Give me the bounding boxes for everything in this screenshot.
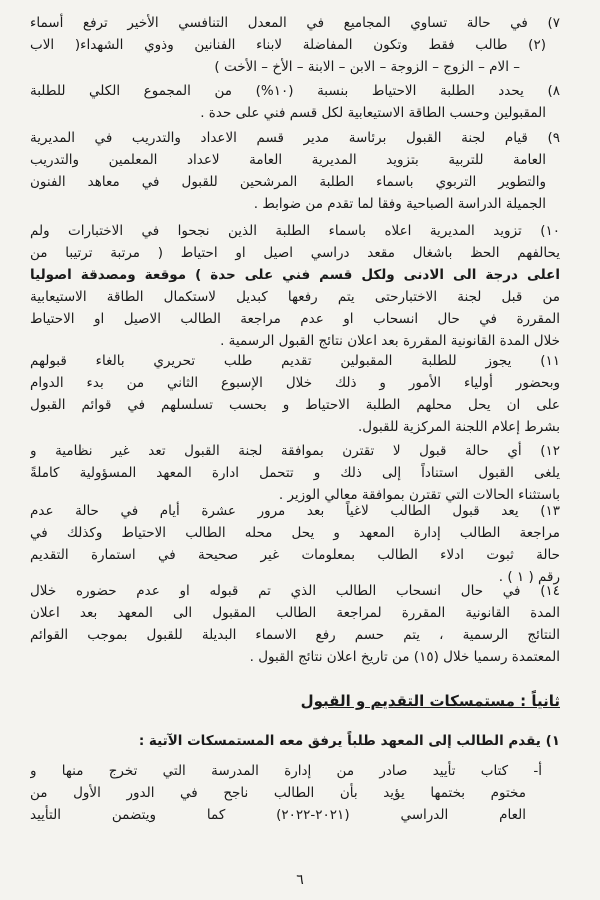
clause-10-line-1: ١٠) تزويد المديرية اعلاه باسماء الطلبة الذين نجحوا في الاختبارات ولم [30, 223, 560, 239]
section-clause-1a-line-1: أ- كتاب تأييد صادر من إدارة المدرسة التي تخرج منها و [30, 763, 542, 779]
clause-14-line-4: المعتمدة رسميا خلال (١٥) من تاريخ اعلان نتائج القبول . [249, 649, 560, 665]
clause-10-line-2: يحالفهم الحظ باشغال مقعد دراسي اصيل او احتياط ( مرتبة ترتيبا من [30, 245, 560, 261]
clause-14-line-1: ١٤) في حال انسحاب الطالب الذي تم قبوله او عدم حضوره خلال [30, 583, 560, 599]
section-clause-1a [30, 760, 542, 826]
section-clause-1a-line-3: العام الدراسي (٢٠٢١-٢٠٢٢) كما ويتضمن التأييد [30, 807, 527, 823]
clause-13 [30, 500, 560, 588]
clause-14 [30, 580, 560, 668]
clause-12-line-3: باستثناء الحالات التي تقترن بموافقة معالي الوزير . [278, 487, 560, 503]
clause-12 [30, 440, 560, 506]
clause-14-line-3: النتائج الرسمية ، يتم حسم رفع الاسماء البديلة للقبول بموجب القوائم [30, 627, 560, 643]
clause-8-line-1: ٨) يحدد الطلبة الاحتياط بنسبة (١٠%) من المجموع الكلي للطلبة [30, 83, 560, 99]
clause-8-line-2: المقبولين وحسب الطاقة الاستيعابية لكل قسم فني على حدة . [200, 105, 546, 121]
clause-13-line-1: ١٣) يعد قبول الطالب لاغياً بعد مرور عشرة أيام في حالة عدم [30, 503, 560, 519]
section-clause-1 [30, 730, 560, 752]
clause-9-line-1: ٩) قيام لجنة القبول برئاسة مدير قسم الاعداد والتدريب في المديرية [30, 130, 560, 146]
clause-7-line-2: (٢) طالب فقط وتكون المفاضلة لابناء الفنانين وذوي الشهداء( الاب [30, 37, 546, 53]
clause-11 [30, 350, 560, 438]
clause-9-line-4: الجميلة الدراسة الصباحية وفقا لما تقدم من ضوابط . [253, 196, 546, 212]
clause-10-line-3: اعلى درجة الى الادنى ولكل قسم فني على حدة ) موقعة ومصدقة اصوليا [30, 267, 560, 283]
section-clause-1a-line-2: مختوم بختمها يؤيد بأن الطالب ناجح في الدور الأول من [30, 785, 526, 801]
section-heading: ثانياً : مستمسكات التقديم و القبول [300, 692, 560, 710]
clause-11-line-2: وبحضور أولياء الأمور و ذلك خلال الإسبوع الثاني من بدء الدوام [30, 375, 560, 391]
clause-10-line-5: المقررة في حال انسحاب او عدم مراجعة الطالب الاصيل او الاحتياط [30, 311, 560, 327]
clause-7 [30, 12, 560, 78]
clause-10 [30, 220, 560, 352]
clause-7-line-3: – الام – الزوج – الزوجة – الابن – الابنة – الأخ – الأخت ) [214, 59, 520, 75]
clause-12-line-1: ١٢) أي حالة قبول لا تقترن بموافقة لجنة القبول تعد غير نظامية و [30, 443, 560, 459]
clause-10-line-4: من قبل لجنة الاختبارحتى يتم رفعها كبديل لاستكمال الطاقة الاستيعابية [30, 289, 560, 305]
clause-13-line-4: رقم ( ١ ) . [498, 569, 560, 585]
clause-9 [30, 127, 560, 215]
clause-10-line-6: خلال المدة القانونية المقررة بعد اعلان نتائج القبول الرسمية . [220, 333, 560, 349]
clause-13-line-3: حالة ثبوت ادلاء الطالب بمعلومات غير صحيحة في استمارة التقديم [30, 547, 560, 563]
clause-8 [30, 80, 560, 124]
clause-11-line-1: ١١) يجوز للطلبة المقبولين تقديم طلب تحريري بالغاء قبولهم [30, 353, 560, 369]
clause-9-line-3: والتطوير التربوي باسماء الطلبة المرشحين للقبول في معاهد الفنون [30, 174, 546, 190]
clause-14-line-2: المدة القانونية المقررة لمراجعة الطالب المقبول الى المعهد بعد اعلان [30, 605, 560, 621]
section-clause-1-line: ١) يقدم الطالب إلى المعهد طلباً يرفق معه المستمسكات الآتية : [138, 733, 560, 749]
clause-9-line-2: العامة للتربية بتزويد المديرية العامة لاعداد المعلمين والتدريب [30, 152, 546, 168]
clause-7-line-1: ٧) في حالة تساوي المجاميع في المعدل التنافسي الأخير ترفع أسماء [30, 15, 560, 31]
clause-13-line-2: مراجعة الطالب إدارة المعهد و يحل محله الطالب الاحتياط وكذلك في [30, 525, 560, 541]
clause-11-line-4: بشرط إعلام اللجنة المركزية للقبول. [357, 419, 560, 435]
page-number: ٦ [296, 872, 304, 888]
clause-11-line-3: على ان يحل محلهم الطلبة الاحتياط و بحسب تسلسلهم في قوائم القبول [30, 397, 560, 413]
clause-12-line-2: يلغى القبول استناداً إلى ذلك و تتحمل ادارة المعهد المسؤولية كاملةً [30, 465, 560, 481]
